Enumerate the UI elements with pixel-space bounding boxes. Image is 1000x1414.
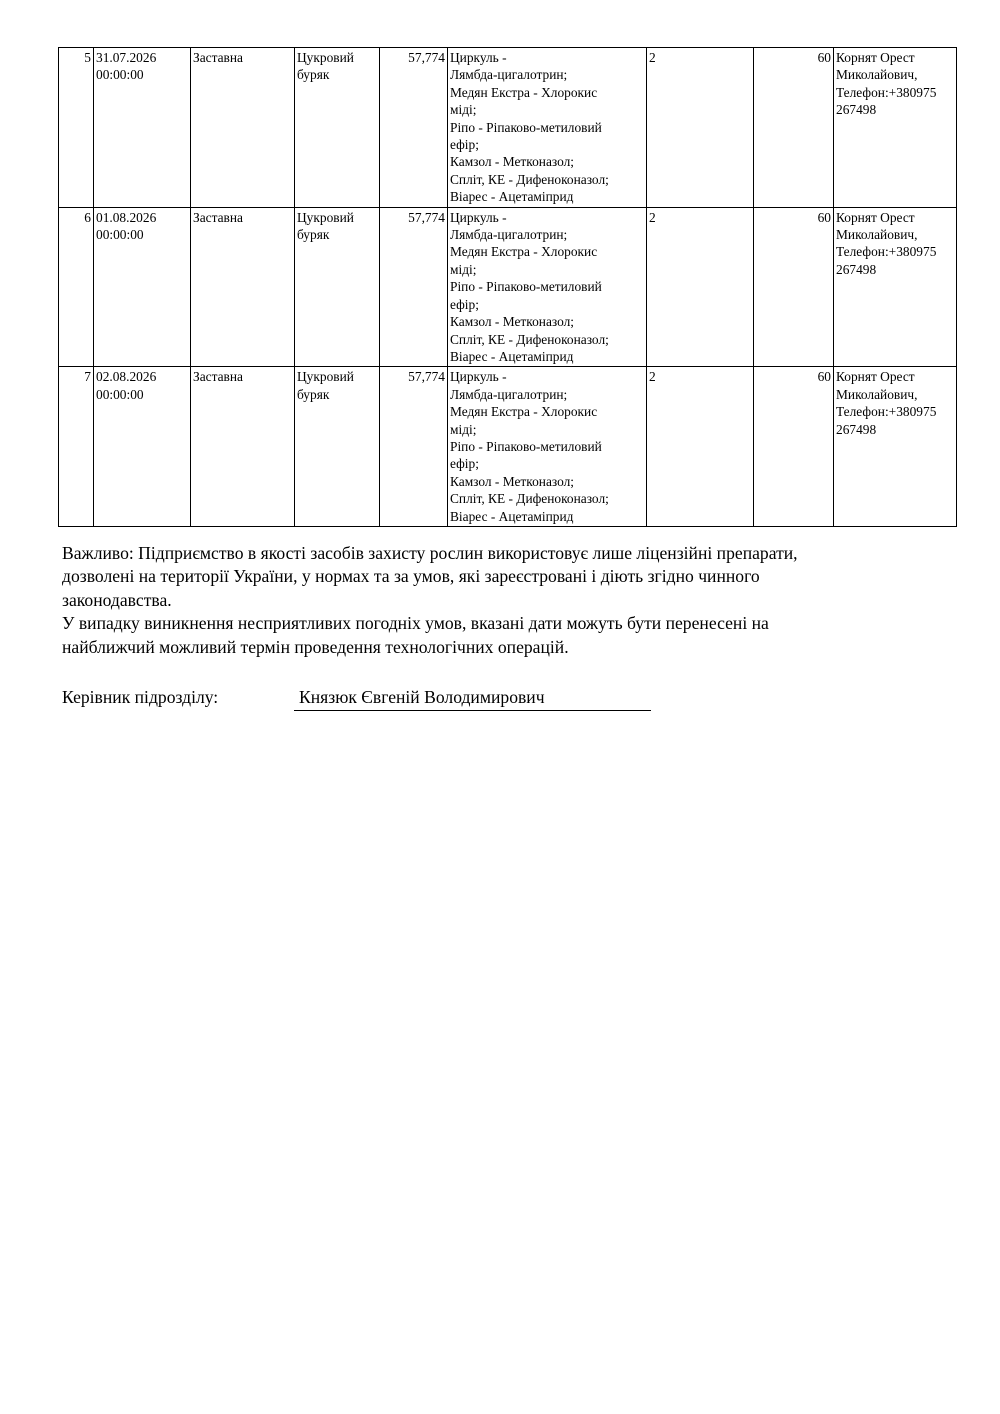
notice-line: дозволені на території України, у нормах та за умов, які зареєстровані і діють згідно чинного [62,566,760,587]
crop-line: буряк [297,227,330,243]
signature-label: Керівник підрозділу: [62,687,219,707]
contact-line: Корнят Орест [836,50,915,65]
product-line: Спліт, КЕ - Дифеноконазол; [450,171,609,187]
time: 00:00:00 [96,227,144,243]
crop-line: буряк [297,67,330,83]
contact-cell [834,48,957,208]
contact-cell [834,207,957,367]
row-number: 5 [59,48,94,208]
crop-cell [295,367,380,527]
col8-cell: 60 [754,48,834,208]
contact-line: 267498 [836,102,877,118]
product-line: міді; [450,102,477,118]
products-cell [448,207,647,367]
operation-cell: Заставна [191,207,295,367]
product-line: ефір; [450,456,479,472]
contact-cell [834,367,957,527]
product-line: Віарес - Ацетаміприд [450,189,574,205]
product-line: Циркуль - [450,50,507,65]
product-line: Циркуль - [450,209,507,225]
product-line: Медян Екстра - Хлорокис [450,244,598,260]
contact-line: Телефон:+380975 [836,84,937,100]
table-row [59,367,957,527]
contact-line: Корнят Орест [836,369,915,385]
time: 00:00:00 [96,67,144,83]
area-cell: 57,774 [380,48,448,208]
col7-cell: 2 [647,48,754,208]
products-cell [448,367,647,527]
table-row [59,48,957,208]
product-line: Камзол - Метконазол; [450,154,575,170]
contact-line: Миколайович, [836,67,918,83]
product-line: міді; [450,421,477,437]
contact-line: Корнят Орест [836,209,915,225]
product-line: Ріпо - Ріпаково-метиловий [450,438,602,454]
crop-line: Цукровий [297,369,354,385]
contact-line: Миколайович, [836,227,918,243]
crop-cell [295,48,380,208]
crop-cell [295,207,380,367]
notice-line: законодавства. [62,589,172,610]
product-line: Камзол - Метконазол; [450,473,575,489]
notice-line: найближчий можливий термін проведення технологічних операцій. [62,636,569,657]
product-line: Ріпо - Ріпаково-метиловий [450,279,602,295]
date: 02.08.2026 [96,369,157,385]
col8-cell: 60 [754,207,834,367]
row-number: 6 [59,207,94,367]
product-line: міді; [450,261,477,277]
products-cell [448,48,647,208]
operation-cell: Заставна [191,48,295,208]
signature-name: Князюк Євгеній Володимирович [294,687,651,711]
contact-line: Телефон:+380975 [836,404,937,420]
crop-line: буряк [297,386,330,402]
date: 31.07.2026 [96,50,157,65]
contact-line: 267498 [836,261,877,277]
operation-cell: Заставна [191,367,295,527]
area-cell: 57,774 [380,207,448,367]
col7-cell: 2 [647,207,754,367]
notice-line: Важливо: Підприємство в якості засобів захисту рослин використовує лише ліцензійні препарати, [62,543,798,563]
product-line: Медян Екстра - Хлорокис [450,404,598,420]
date: 01.08.2026 [96,209,157,225]
row-number: 7 [59,367,94,527]
notice-line: У випадку виникнення несприятливих погодніх умов, вказані дати можуть бути перенесені на [62,613,769,634]
contact-line: Миколайович, [836,386,918,402]
product-line: Циркуль - [450,369,507,385]
product-line: Камзол - Метконазол; [450,314,575,330]
contact-line: 267498 [836,421,877,437]
product-line: Спліт, КЕ - Дифеноконазол; [450,491,609,507]
crop-line: Цукровий [297,209,354,225]
area-cell: 57,774 [380,367,448,527]
product-line: Спліт, КЕ - Дифеноконазол; [450,331,609,347]
product-line: ефір; [450,137,479,153]
date-cell [94,207,191,367]
product-line: Лямбда-цигалотрин; [450,67,568,83]
product-line: Медян Екстра - Хлорокис [450,84,598,100]
table-row [59,207,957,367]
date-cell [94,48,191,208]
time: 00:00:00 [96,386,144,402]
date-cell [94,367,191,527]
product-line: ефір; [450,296,479,312]
product-line: Віарес - Ацетаміприд [450,508,574,524]
important-notice [62,542,942,659]
col8-cell: 60 [754,367,834,527]
product-line: Віарес - Ацетаміприд [450,348,574,364]
product-line: Ріпо - Ріпаково-метиловий [450,119,602,135]
product-line: Лямбда-цигалотрин; [450,386,568,402]
contact-line: Телефон:+380975 [836,244,937,260]
table-body [59,48,957,527]
product-line: Лямбда-цигалотрин; [450,227,568,243]
crop-line: Цукровий [297,50,354,65]
col7-cell: 2 [647,367,754,527]
treatment-schedule-table [58,47,957,527]
